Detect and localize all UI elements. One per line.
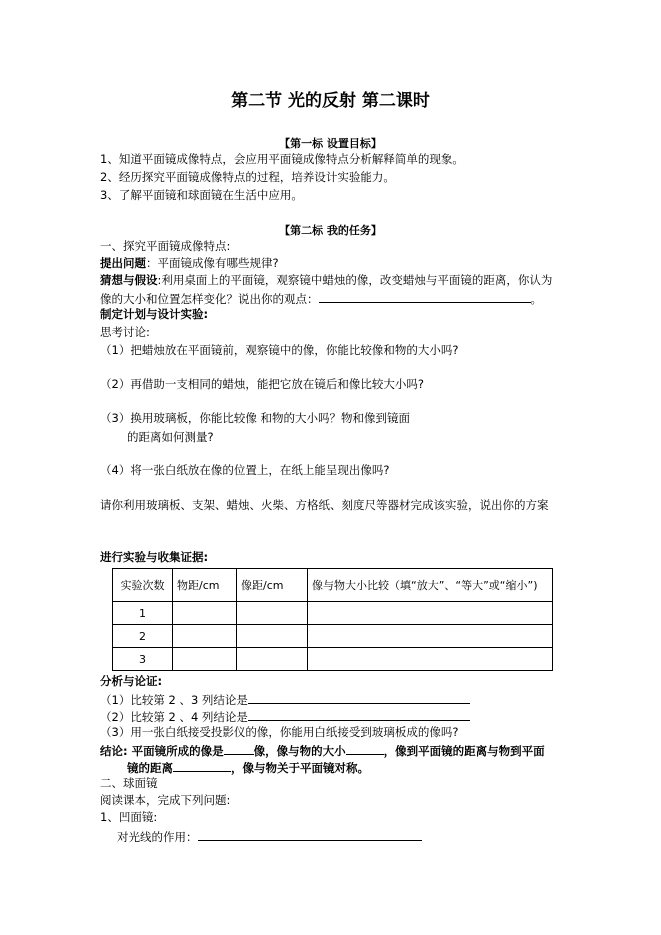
table-header-row (113, 569, 553, 602)
analysis-2-blank[interactable] (248, 708, 470, 721)
goal-item-3: 3、了解平面镜和球面镜在生活中应用。 (100, 188, 303, 202)
question-1: （1）把蜡烛放在平面镜前，观察镜中的像，你能比较像和物的大小吗? (100, 343, 459, 357)
conclusion-line-2 (127, 759, 369, 776)
conclusion-part-1: 平面镜所成的像是 (131, 744, 224, 758)
instruction-text: 请你利用玻璃板、支架、蜡烛、火柴、方格纸、刻度尺等器材完成该实验，说出你的方案 (100, 498, 549, 512)
goal-item-1: 1、知道平面镜成像特点，会应用平面镜成像特点分析解释简单的现象。 (100, 152, 464, 166)
question-text: ：平面镜成像有哪些规律? (146, 256, 279, 270)
cell-image-distance[interactable] (237, 625, 308, 648)
part1-heading: 一、探究平面镜成像特点: (100, 239, 231, 253)
analysis-1: （1）比较第 2 、3 列结论是 (100, 693, 248, 707)
analysis-2: （2）比较第 2 、4 列结论是 (100, 710, 248, 724)
header-trial: 实验次数 (113, 569, 173, 602)
conclusion-blank-1[interactable] (224, 742, 254, 755)
question-2: （2）再借助一支相同的蜡烛，能把它放在镜后和像比较大小吗? (100, 377, 424, 391)
guess-label: 猜想与假设 (100, 273, 158, 287)
light-effect-label: 对光线的作用： (117, 830, 198, 844)
discuss-label: 思考讨论: (100, 325, 150, 339)
conclusion-blank-3[interactable] (173, 759, 231, 772)
plan-label: 制定计划与设计实验: (100, 307, 209, 321)
analysis-2-line (100, 708, 470, 725)
analysis-label: 分析与论证: (100, 674, 163, 688)
table-row (113, 602, 553, 625)
light-effect-line (117, 828, 422, 845)
guess-end: 。 (530, 292, 542, 306)
cell-object-distance[interactable] (173, 602, 237, 625)
question-4: （4）将一张白纸放在像的位置上，在纸上能呈现出像吗? (100, 463, 390, 477)
experiment-label: 进行实验与收集证据: (100, 550, 209, 564)
trial-number: 1 (113, 602, 173, 625)
guess-text-2: 像的大小和位置怎样变化？说出你的观点： (100, 292, 319, 306)
header-object-distance: 物距/cm (173, 569, 237, 602)
cell-image-distance[interactable] (237, 602, 308, 625)
guess-line-1 (100, 273, 552, 288)
question-3b: 的距离如何测量? (127, 430, 214, 444)
part2-heading: 二、球面镜 (100, 776, 158, 790)
conclusion-part-5: ，像与物关于平面镜对称。 (231, 761, 369, 775)
conclusion-line-1 (100, 742, 545, 759)
conclusion-part-2: 像，像与物的大小 (253, 744, 346, 758)
guess-line-2 (100, 290, 542, 307)
cell-object-distance[interactable] (173, 625, 237, 648)
conclusion-blank-2[interactable] (346, 742, 384, 755)
analysis-3: （3）用一张白纸接受投影仪的像，你能用白纸接受到玻璃板成的像吗? (100, 725, 459, 739)
section-heading-tasks: 【第二标 我的任务】 (279, 224, 382, 237)
goal-item-2: 2、经历探究平面镜成像特点的过程，培养设计实验能力。 (100, 170, 395, 184)
question-label: 提出问题 (100, 256, 146, 270)
analysis-1-line (100, 691, 470, 708)
question-3a: （3）换用玻璃板，你能比较像 和物的大小吗？物和像到镜面 (100, 411, 410, 425)
analysis-1-blank[interactable] (248, 691, 470, 704)
header-size-compare: 像与物大小比较（填“放大”、“等大”或“缩小”) (308, 569, 553, 602)
conclusion-label: 结论: (100, 744, 128, 758)
cell-size-compare[interactable] (308, 602, 553, 625)
page-title: 第二节 光的反射 第二课时 (231, 91, 430, 111)
light-effect-blank[interactable] (198, 828, 422, 841)
header-image-distance: 像距/cm (237, 569, 308, 602)
trial-number: 3 (113, 648, 173, 671)
table-row (113, 648, 553, 671)
cell-image-distance[interactable] (237, 648, 308, 671)
trial-number: 2 (113, 625, 173, 648)
cell-size-compare[interactable] (308, 648, 553, 671)
read-instruction: 阅读课本，完成下列问题: (100, 793, 231, 807)
concave-mirror-label: 1、凹面镜: (100, 810, 158, 824)
conclusion-part-3: ，像到平面镜的距离与物到平面 (383, 744, 545, 758)
experiment-table (112, 568, 553, 671)
cell-object-distance[interactable] (173, 648, 237, 671)
guess-answer-blank[interactable] (319, 290, 531, 303)
cell-size-compare[interactable] (308, 625, 553, 648)
table-row (113, 625, 553, 648)
section-heading-goals: 【第一标 设置目标】 (279, 137, 382, 150)
question-line (100, 256, 279, 271)
conclusion-part-4: 镜的距离 (127, 761, 173, 775)
guess-text-1: :利用桌面上的平面镜，观察镜中蜡烛的像，改变蜡烛与平面镜的距离，你认为 (157, 273, 553, 287)
